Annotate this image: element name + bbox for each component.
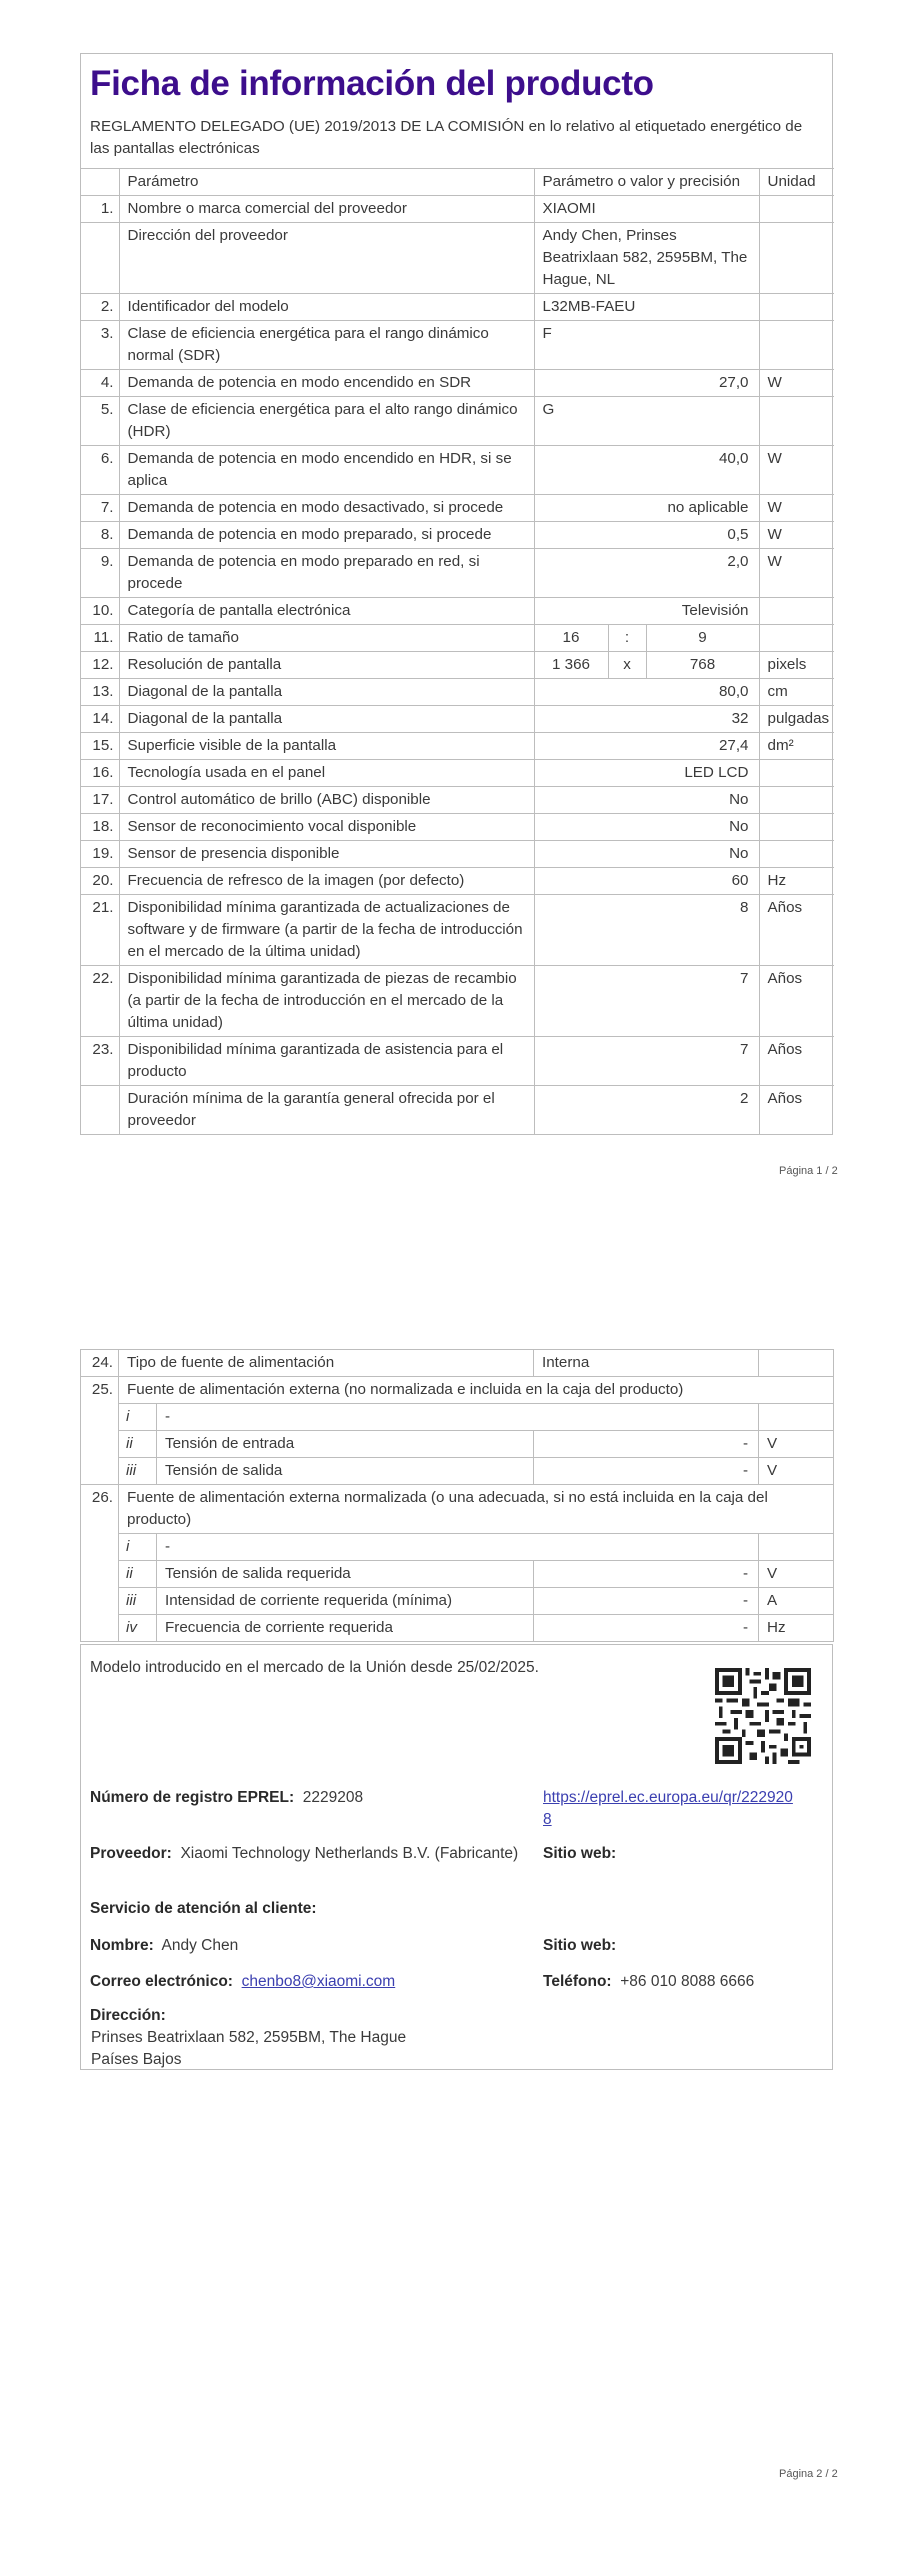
table-subrow: iii Intensidad de corriente requerida (mínima) - A <box>81 1588 834 1615</box>
unit-cell <box>759 760 834 787</box>
value-cell: G <box>534 397 759 446</box>
name-value: Andy Chen <box>161 1937 239 1954</box>
email-link[interactable]: chenbo8@xiaomi.com <box>241 1973 396 1990</box>
table-row <box>81 549 834 598</box>
website-label: Sitio web: <box>543 1845 617 1862</box>
parameter-cell: Tecnología usada en el panel <box>119 760 534 787</box>
value-cell: Televisión <box>534 598 759 625</box>
supplier-info <box>90 1843 540 1865</box>
row-number: 11. <box>81 625 119 652</box>
power-supply-table-container <box>80 1349 833 1642</box>
address-line-2: Países Bajos <box>91 2051 182 2068</box>
email-label: Correo electrónico: <box>90 1973 233 1990</box>
row-number: 5. <box>81 397 119 446</box>
supplier-label: Proveedor: <box>90 1845 172 1862</box>
table-row <box>81 895 834 966</box>
parameter-cell: Demanda de potencia en modo encendido en SDR <box>119 370 534 397</box>
row-number: 6. <box>81 446 119 495</box>
address-label: Dirección: <box>90 2007 166 2024</box>
table-row <box>81 841 834 868</box>
parameter-cell: Demanda de potencia en modo preparado en red, si procede <box>119 549 534 598</box>
page-number-1: Página 1 / 2 <box>779 1165 838 1177</box>
table-row <box>81 495 834 522</box>
row-number: 7. <box>81 495 119 522</box>
value-cell: 7 <box>534 966 759 1037</box>
parameter-cell: Diagonal de la pantalla <box>119 679 534 706</box>
value-cell: 80,0 <box>534 679 759 706</box>
row-number: 19. <box>81 841 119 868</box>
parameter-cell: Clase de eficiencia energética para el alto rango dinámico (HDR) <box>119 397 534 446</box>
table-subrow: ii Tensión de salida requerida - V <box>81 1561 834 1588</box>
address-line-1: Prinses Beatrixlaan 582, 2595BM, The Hague <box>91 2029 407 2046</box>
value-cell: 27,0 <box>534 370 759 397</box>
value-cell: 0,5 <box>534 522 759 549</box>
page-number-2: Página 2 / 2 <box>779 2468 838 2480</box>
row-number: 9. <box>81 549 119 598</box>
value-cell: No <box>534 814 759 841</box>
table-row <box>81 196 834 223</box>
customer-service-label: Servicio de atención al cliente: <box>90 1900 317 1917</box>
table-row <box>81 1037 834 1086</box>
table-row <box>81 446 834 495</box>
parameter-cell: Disponibilidad mínima garantizada de asistencia para el producto <box>119 1037 534 1086</box>
value-separator: : <box>608 625 646 652</box>
table-row <box>81 321 834 370</box>
table-row: 26. Fuente de alimentación externa normalizada (o una adecuada, si no está incluida en la caja del producto) <box>81 1485 834 1534</box>
page-title: Ficha de información del producto <box>90 64 654 103</box>
row-number: 12. <box>81 652 119 679</box>
value-separator: x <box>608 652 646 679</box>
value-cell: 40,0 <box>534 446 759 495</box>
unit-cell <box>759 321 834 370</box>
value-b-cell: 768 <box>646 652 759 679</box>
value-cell: 8 <box>534 895 759 966</box>
value-cell: 2 <box>534 1086 759 1135</box>
unit-cell: Años <box>759 1086 834 1135</box>
unit-cell: cm <box>759 679 834 706</box>
unit-cell <box>759 223 834 294</box>
phone-value: +86 010 8088 6666 <box>620 1973 755 1990</box>
parameter-cell: Nombre o marca comercial del proveedor <box>119 196 534 223</box>
row-number: 3. <box>81 321 119 370</box>
value-a-cell: 1 366 <box>534 652 608 679</box>
value-cell: XIAOMI <box>534 196 759 223</box>
row-number: 23. <box>81 1037 119 1086</box>
row-number: 8. <box>81 522 119 549</box>
eprel-link-container <box>543 1787 793 1831</box>
unit-cell: W <box>759 549 834 598</box>
value-a-cell: 16 <box>534 625 608 652</box>
unit-cell <box>759 787 834 814</box>
product-info-sheet-page-1 <box>80 53 833 1135</box>
table-row <box>81 625 834 652</box>
qr-code-icon[interactable] <box>715 1668 811 1764</box>
value-cell: 60 <box>534 868 759 895</box>
regulation-subtitle: REGLAMENTO DELEGADO (UE) 2019/2013 DE LA COMISIÓN en lo relativo al etiquetado energético de las pantallas electrónicas <box>90 118 803 157</box>
row-number: 14. <box>81 706 119 733</box>
parameter-cell: Resolución de pantalla <box>119 652 534 679</box>
row-number: 15. <box>81 733 119 760</box>
unit-cell <box>759 294 834 321</box>
unit-cell: W <box>759 522 834 549</box>
header-unit: Unidad <box>759 169 834 196</box>
parameter-cell: Clase de eficiencia energética para el rango dinámico normal (SDR) <box>119 321 534 370</box>
value-cell: 32 <box>534 706 759 733</box>
unit-cell: W <box>759 370 834 397</box>
unit-cell: Años <box>759 1037 834 1086</box>
unit-cell: Años <box>759 966 834 1037</box>
table-row <box>81 294 834 321</box>
unit-cell <box>759 625 834 652</box>
value-cell: No <box>534 787 759 814</box>
value-cell: L32MB-FAEU <box>534 294 759 321</box>
parameter-cell: Disponibilidad mínima garantizada de actualizaciones de software y de firmware (a partir de la fecha de introducción en el mercado de la última unidad) <box>119 895 534 966</box>
row-number: 22. <box>81 966 119 1037</box>
eprel-link[interactable]: https://eprel.ec.europa.eu/qr/2229208 <box>543 1789 793 1828</box>
header-value: Parámetro o valor y precisión <box>534 169 759 196</box>
unit-cell <box>759 196 834 223</box>
table-subrow: i - <box>81 1534 834 1561</box>
table-row <box>81 370 834 397</box>
parameter-cell: Identificador del modelo <box>119 294 534 321</box>
supplier-name: Xiaomi Technology Netherlands B.V. (Fabricante) <box>180 1845 519 1862</box>
row-number: 1. <box>81 196 119 223</box>
row-number: 10. <box>81 598 119 625</box>
header-parameter: Parámetro <box>119 169 534 196</box>
parameter-cell: Duración mínima de la garantía general ofrecida por el proveedor <box>119 1086 534 1135</box>
unit-cell: W <box>759 446 834 495</box>
table-header-row <box>81 169 834 196</box>
eprel-label: Número de registro EPREL: <box>90 1789 295 1806</box>
parameter-cell: Disponibilidad mínima garantizada de piezas de recambio (a partir de la fecha de introducción en el mercado de la última unidad) <box>119 966 534 1037</box>
table-row <box>81 522 834 549</box>
row-number <box>81 1086 119 1135</box>
unit-cell: pixels <box>759 652 834 679</box>
parameters-table <box>81 168 834 1134</box>
row-number: 20. <box>81 868 119 895</box>
table-row <box>81 652 834 679</box>
parameter-cell: Dirección del proveedor <box>119 223 534 294</box>
unit-cell <box>759 841 834 868</box>
market-intro-text: Modelo introducido en el mercado de la Unión desde 25/02/2025. <box>90 1659 539 1676</box>
table-subrow: ii Tensión de entrada - V <box>81 1431 834 1458</box>
value-cell: LED LCD <box>534 760 759 787</box>
table-row <box>81 598 834 625</box>
table-row <box>81 706 834 733</box>
table-row <box>81 733 834 760</box>
parameter-cell: Superficie visible de la pantalla <box>119 733 534 760</box>
table-subrow: i - <box>81 1404 834 1431</box>
row-number: 21. <box>81 895 119 966</box>
unit-cell: dm² <box>759 733 834 760</box>
table-subrow: iv Frecuencia de corriente requerida - Hz <box>81 1615 834 1642</box>
contact-name <box>90 1935 238 1957</box>
table-row <box>81 397 834 446</box>
parameter-cell: Demanda de potencia en modo encendido en HDR, si se aplica <box>119 446 534 495</box>
row-number: 18. <box>81 814 119 841</box>
row-number: 16. <box>81 760 119 787</box>
row-number: 2. <box>81 294 119 321</box>
parameter-cell: Diagonal de la pantalla <box>119 706 534 733</box>
parameter-cell: Sensor de reconocimiento vocal disponible <box>119 814 534 841</box>
table-row <box>81 966 834 1037</box>
table-subrow: iii Tensión de salida - V <box>81 1458 834 1485</box>
row-number: 17. <box>81 787 119 814</box>
parameter-cell: Categoría de pantalla electrónica <box>119 598 534 625</box>
table-row <box>81 760 834 787</box>
unit-cell <box>759 814 834 841</box>
parameter-cell: Control automático de brillo (ABC) disponible <box>119 787 534 814</box>
value-cell: No <box>534 841 759 868</box>
value-cell: 27,4 <box>534 733 759 760</box>
unit-cell: pulgadas <box>759 706 834 733</box>
supplier-info-box <box>80 1644 833 2070</box>
unit-cell <box>759 598 834 625</box>
parameter-cell: Demanda de potencia en modo desactivado, si procede <box>119 495 534 522</box>
table-row <box>81 787 834 814</box>
table-row: 24. Tipo de fuente de alimentación Interna <box>81 1350 834 1377</box>
contact-phone <box>543 1971 754 1993</box>
contact-email <box>90 1971 395 1993</box>
table-row <box>81 868 834 895</box>
website2-label: Sitio web: <box>543 1937 617 1954</box>
phone-label: Teléfono: <box>543 1973 612 1990</box>
parameter-cell: Sensor de presencia disponible <box>119 841 534 868</box>
unit-cell: W <box>759 495 834 522</box>
value-cell: F <box>534 321 759 370</box>
table-row <box>81 1086 834 1135</box>
parameter-cell: Frecuencia de refresco de la imagen (por defecto) <box>119 868 534 895</box>
row-number: 13. <box>81 679 119 706</box>
value-cell: no aplicable <box>534 495 759 522</box>
eprel-number: 2229208 <box>302 1789 364 1806</box>
parameter-cell: Ratio de tamaño <box>119 625 534 652</box>
unit-cell: Hz <box>759 868 834 895</box>
value-b-cell: 9 <box>646 625 759 652</box>
value-cell: 2,0 <box>534 549 759 598</box>
table-row <box>81 679 834 706</box>
table-row <box>81 223 834 294</box>
unit-cell: Años <box>759 895 834 966</box>
unit-cell <box>759 397 834 446</box>
name-label: Nombre: <box>90 1937 154 1954</box>
table-row: 25. Fuente de alimentación externa (no normalizada e incluida en la caja del producto) <box>81 1377 834 1404</box>
value-cell: 7 <box>534 1037 759 1086</box>
eprel-registration <box>90 1787 363 1809</box>
power-supply-table <box>80 1349 834 1642</box>
row-number: 4. <box>81 370 119 397</box>
parameter-cell: Demanda de potencia en modo preparado, si procede <box>119 522 534 549</box>
table-row <box>81 814 834 841</box>
row-number <box>81 223 119 294</box>
value-cell: Andy Chen, Prinses Beatrixlaan 582, 2595BM, The Hague, NL <box>534 223 759 294</box>
